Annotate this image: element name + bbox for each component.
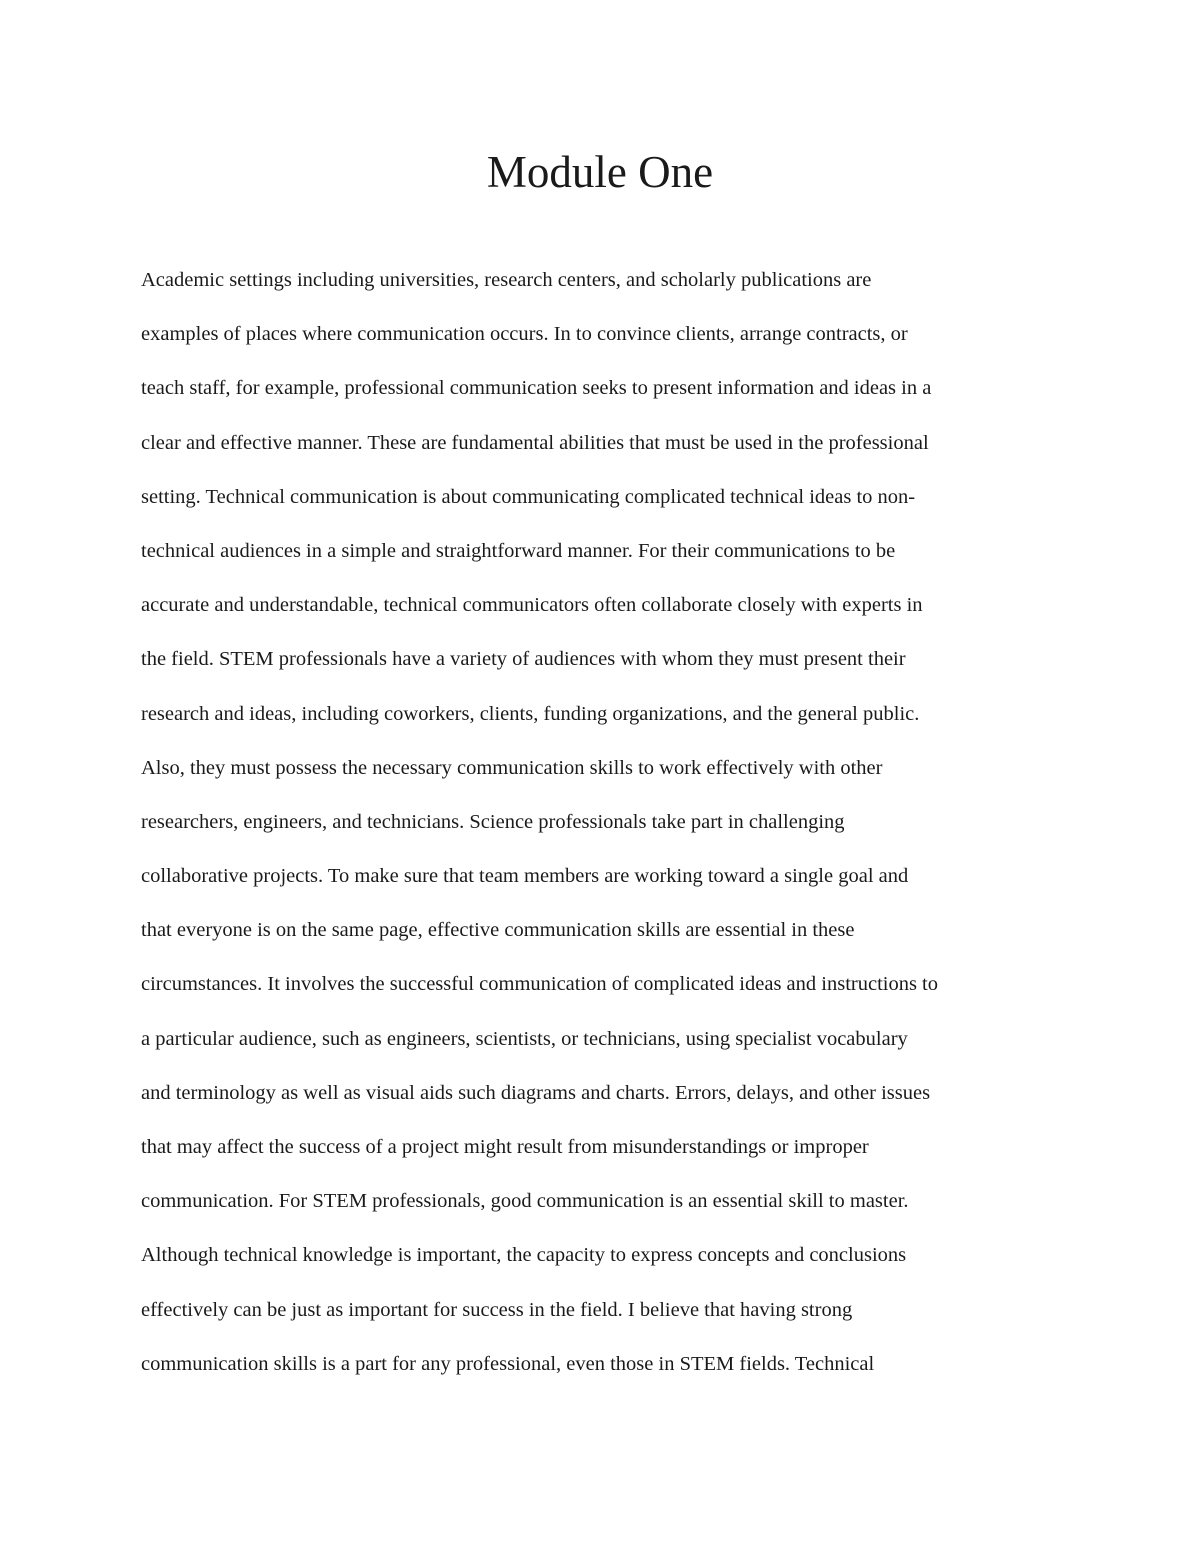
body-line: technical audiences in a simple and straightforward manner. For their communications to be [141,539,896,562]
body-line: research and ideas, including coworkers, clients, funding organizations, and the general public. [141,702,920,725]
body-line: examples of places where communication occurs. In to convince clients, arrange contracts, or [141,323,908,346]
body-line: Academic settings including universities, research centers, and scholarly publications are [141,269,872,291]
page-title: Module One [486,147,714,197]
body-line: that may affect the success of a project might result from misunderstandings or improper [141,1136,869,1158]
body-line: that everyone is on the same page, effective communication skills are essential in these [141,919,855,942]
body-line: effectively can be just as important for success in the field. I believe that having strong [141,1298,853,1321]
body-line: the field. STEM professionals have a variety of audiences with whom they must present their [141,648,906,671]
body-line: researchers, engineers, and technicians. Science professionals take part in challenging [141,810,845,833]
body-line: clear and effective manner. These are fundamental abilities that must be used in the professional [141,431,929,454]
body-line: accurate and understandable, technical communicators often collaborate closely with experts in [141,594,923,617]
body-line: teach staff, for example, professional communication seeks to present information and ideas in a [141,377,932,400]
body-line: collaborative projects. To make sure that team members are working toward a single goal and [141,865,909,888]
body-line: circumstances. It involves the successful communication of complicated ideas and instructions to [141,973,939,996]
body-line: Also, they must possess the necessary communication skills to work effectively with other [141,756,883,779]
body-text [141,253,1071,1391]
body-line: communication skills is a part for any professional, even those in STEM fields. Technical [141,1352,875,1375]
body-line: setting. Technical communication is about communicating complicated technical ideas to non- [141,485,916,508]
body-line: Although technical knowledge is important, the capacity to express concepts and conclusions [141,1244,907,1267]
body-line: communication. For STEM professionals, good communication is an essential skill to master. [141,1190,909,1213]
body-line: and terminology as well as visual aids such diagrams and charts. Errors, delays, and other issues [141,1081,931,1104]
body-line: a particular audience, such as engineers, scientists, or technicians, using specialist vocabulary [141,1027,908,1050]
